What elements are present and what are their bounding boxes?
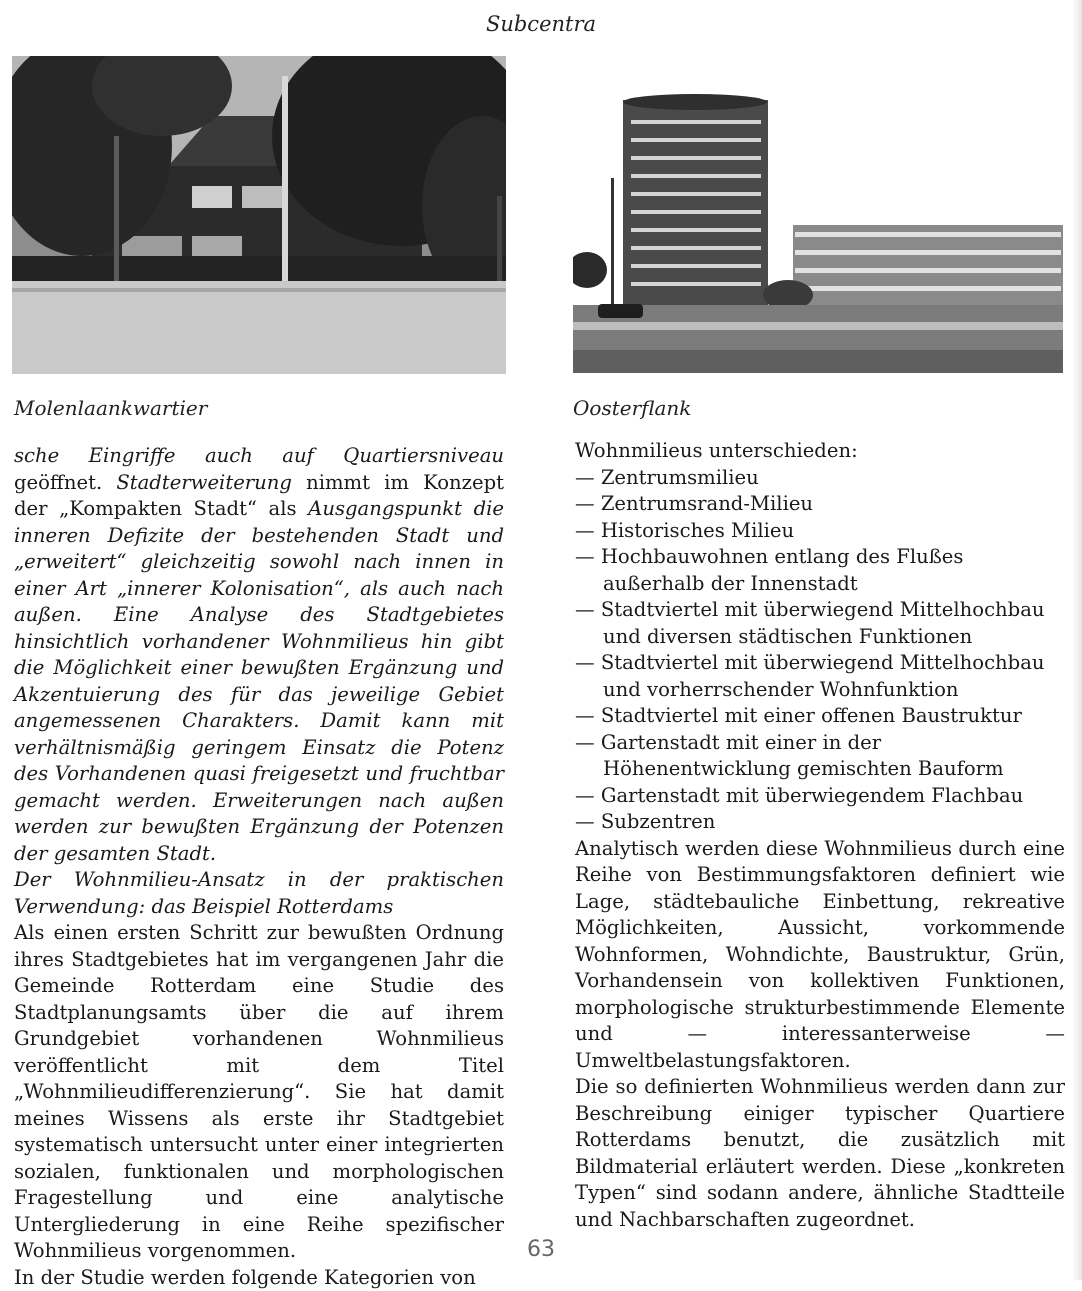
- scan-edge-shadow: [1072, 0, 1082, 1280]
- list-item: — Stadtviertel mit überwiegend Mittelhochbau und diversen städtischen Funktionen: [575, 597, 1065, 650]
- right-paragraph-1: Analytisch werden diese Wohnmilieus durch eine Reihe von Bestimmungsfaktoren definiert wie Lage, städtebauliche Einbettung, rekreative Möglichkeiten, Aussicht, vorkommende Wohnformen, Wohndichte, Baustruktur, Grün, Vorhandensein von kollektiven Funktionen, morphologische strukturbestimmende Elemente und — interessanterweise — Umweltbelastungsfaktoren.: [575, 836, 1065, 1075]
- list-item: — Historisches Milieu: [575, 518, 1065, 545]
- list-intro: Wohnmilieus unterschieden:: [575, 438, 1065, 465]
- caption-left: Molenlaankwartier: [14, 396, 207, 420]
- photo-molenlaankwartier: [12, 56, 506, 374]
- right-text-column: [575, 438, 1065, 1233]
- section-subheading: Der Wohnmilieu-Ansatz in der praktischen Verwendung: das Beispiel Rotterdams: [14, 867, 504, 920]
- list-item: — Subzentren: [575, 809, 1065, 836]
- paragraph-1: [14, 443, 504, 867]
- left-text-column: [14, 443, 504, 1291]
- list-item: — Stadtviertel mit einer offenen Baustruktur: [575, 703, 1065, 730]
- paragraph-3: In der Studie werden folgende Kategorien von: [14, 1265, 504, 1291]
- list-item: — Gartenstadt mit einer in der Höhenentwicklung gemischten Bauform: [575, 730, 1065, 783]
- list-item: — Zentrumsmilieu: [575, 465, 1065, 492]
- para1-roman-b: nimmt im Konzept der „Kompakten Stadt“ als: [14, 471, 504, 521]
- street-houses-image: [12, 56, 506, 374]
- tower-block-image: [573, 60, 1063, 373]
- running-header: Subcentra: [0, 12, 1082, 36]
- para1-italic-b: Stadterweiterung: [116, 471, 292, 494]
- para1-italic-c: Ausgangspunkt die inneren Defizite der bestehenden Stadt und „erweitert“ gleichzeitig sowohl nach innen in einer Art „innerer Kolonisation“, als auch nach außen. Eine Analyse des Stadtgebietes hinsichtlich vorhandener Wohnmilieus hin gibt die Möglichkeit einer bewußten Ergänzung und Akzentuierung des für das jeweilige Gebiet angemessenen Charakters. Damit kann mit verhältnismäßig geringem Einsatz die Potenz des Vorhandenen quasi freigesetzt und fruchtbar gemacht werden. Erweiterungen nach außen werden zur bewußten Ergänzung der Potenzen der gesamten Stadt.: [14, 497, 504, 865]
- paragraph-2: Als einen ersten Schritt zur bewußten Ordnung ihres Stadtgebietes hat im vergangenen Jahr die Gemeinde Rotterdam eine Studie des Stadtplanungsamts über die auf ihrem Grundgebiet vorhandenen Wohnmilieus veröffentlicht mit dem Titel „Wohnmilieudifferenzierung“. Sie hat damit meines Wissens als erste ihr Stadtgebiet systematisch untersucht unter einer integrierten sozialen, funktionalen und morphologischen Fragestellung und eine analytische Untergliederung in eine Reihe spezifischer Wohnmilieus vorgenommen.: [14, 920, 504, 1265]
- para1-italic-a: sche Eingriffe auch auf Quartiersniveau: [14, 444, 504, 467]
- list-item: — Gartenstadt mit überwiegendem Flachbau: [575, 783, 1065, 810]
- list-item: — Zentrumsrand-Milieu: [575, 491, 1065, 518]
- right-paragraph-2: Die so definierten Wohnmilieus werden dann zur Beschreibung einiger typischer Quartiere Rotterdams benutzt, die zusätzlich mit Bildmaterial erläutert werden. Diese „konkreten Typen“ sind sodann andere, ähnliche Stadtteile und Nachbarschaften zugeordnet.: [575, 1074, 1065, 1233]
- list-item: — Stadtviertel mit überwiegend Mittelhochbau und vorherrschender Wohnfunktion: [575, 650, 1065, 703]
- para1-roman-a: geöffnet.: [14, 471, 102, 494]
- list-item: — Hochbauwohnen entlang des Flußes außerhalb der Innenstadt: [575, 544, 1065, 597]
- page-number: 63: [0, 1237, 1082, 1262]
- caption-right: Oosterflank: [573, 396, 691, 420]
- photo-oosterflank: [573, 60, 1063, 373]
